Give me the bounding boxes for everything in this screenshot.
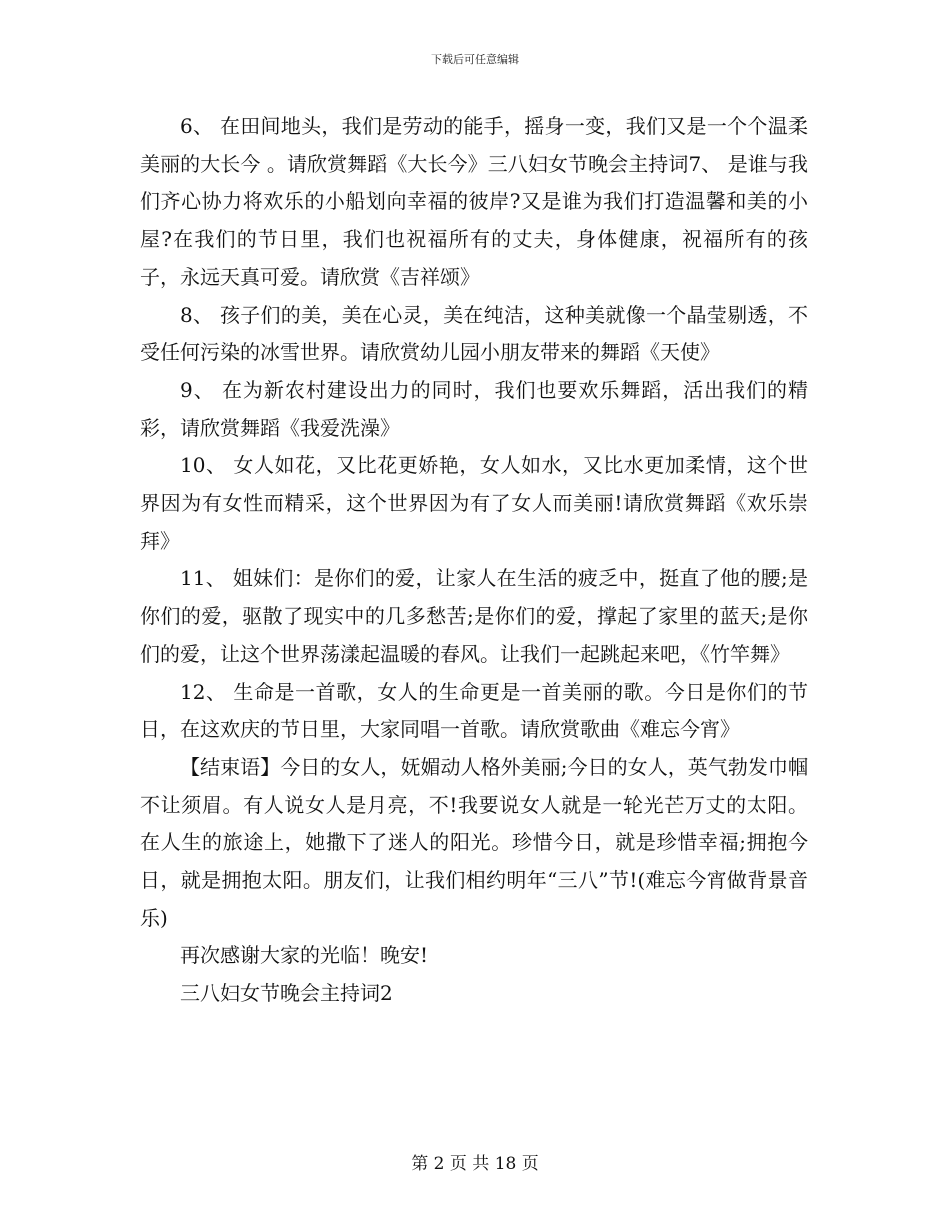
paragraph-next-title: 三八妇女节晚会主持词2 [180,981,393,1006]
footer-prefix: 第 [411,1154,434,1174]
page-footer [0,1152,950,1176]
paragraph-item-10: 10、 女人如花，又比花更娇艳，女人如水，又比水更加柔情，这个世界因为有女性而精采，这个世界因为有了女人而美丽!请欣赏舞蹈《欢乐崇拜》 [140,453,808,553]
page-header [0,52,950,68]
paragraph-closing-remarks: 【结束语】今日的女人，妩媚动人格外美丽;今日的女人，英气勃发巾帼不让须眉。有人说女人是月亮，不!我要说女人就是一轮光芒万丈的太阳。在人生的旅途上，她撒下了迷人的阳光。珍惜今日，就是珍惜幸福;拥抱今日，就是拥抱太阳。朋友们，让我们相约明年“三八”节!(难忘今宵做背景音乐) [140,754,808,930]
footer-current-page: 2 [433,1154,445,1174]
footer-suffix: 页 [516,1154,539,1174]
header-text: 下载后可任意编辑 [431,53,519,66]
paragraph-item-11: 11、 姐妹们：是你们的爱，让家人在生活的疲乏中，挺直了他的腰;是你们的爱，驱散了现实中的几多愁苦;是你们的爱，撑起了家里的蓝天;是你们的爱，让这个世界荡漾起温暖的春风。让我们一起跳起来吧，《竹竿舞》 [140,566,808,666]
document-body [140,108,808,1013]
paragraph-item-9: 9、 在为新农村建设出力的同时，我们也要欢乐舞蹈，活出我们的精彩，请欣赏舞蹈《我爱洗澡》 [140,377,808,440]
paragraph-item-8: 8、 孩子们的美，美在心灵，美在纯洁，这种美就像一个晶莹剔透，不受任何污染的冰雪世界。请欣赏幼儿园小朋友带来的舞蹈《天使》 [140,302,808,365]
paragraph-item-12: 12、 生命是一首歌，女人的生命更是一首美丽的歌。今日是你们的节日，在这欢庆的节日里，大家同唱一首歌。请欣赏歌曲《难忘今宵》 [140,679,808,742]
footer-middle: 页 共 [444,1154,495,1174]
footer-total-pages: 18 [494,1154,517,1174]
paragraph-thanks: 再次感谢大家的光临！晚安! [180,943,429,968]
paragraph-item-6-7: 6、 在田间地头，我们是劳动的能手，摇身一变，我们又是一个个温柔美丽的大长今 。请欣赏舞蹈《大长今》三八妇女节晚会主持词7、 是谁与我们齐心协力将欢乐的小船划向幸福的彼岸?又是谁为我们打造温馨和美的小屋?在我们的节日里，我们也祝福所有的丈夫，身体健康，祝福所有的孩子，永远天真可爱。请欣赏《吉祥颂》 [140,114,808,289]
